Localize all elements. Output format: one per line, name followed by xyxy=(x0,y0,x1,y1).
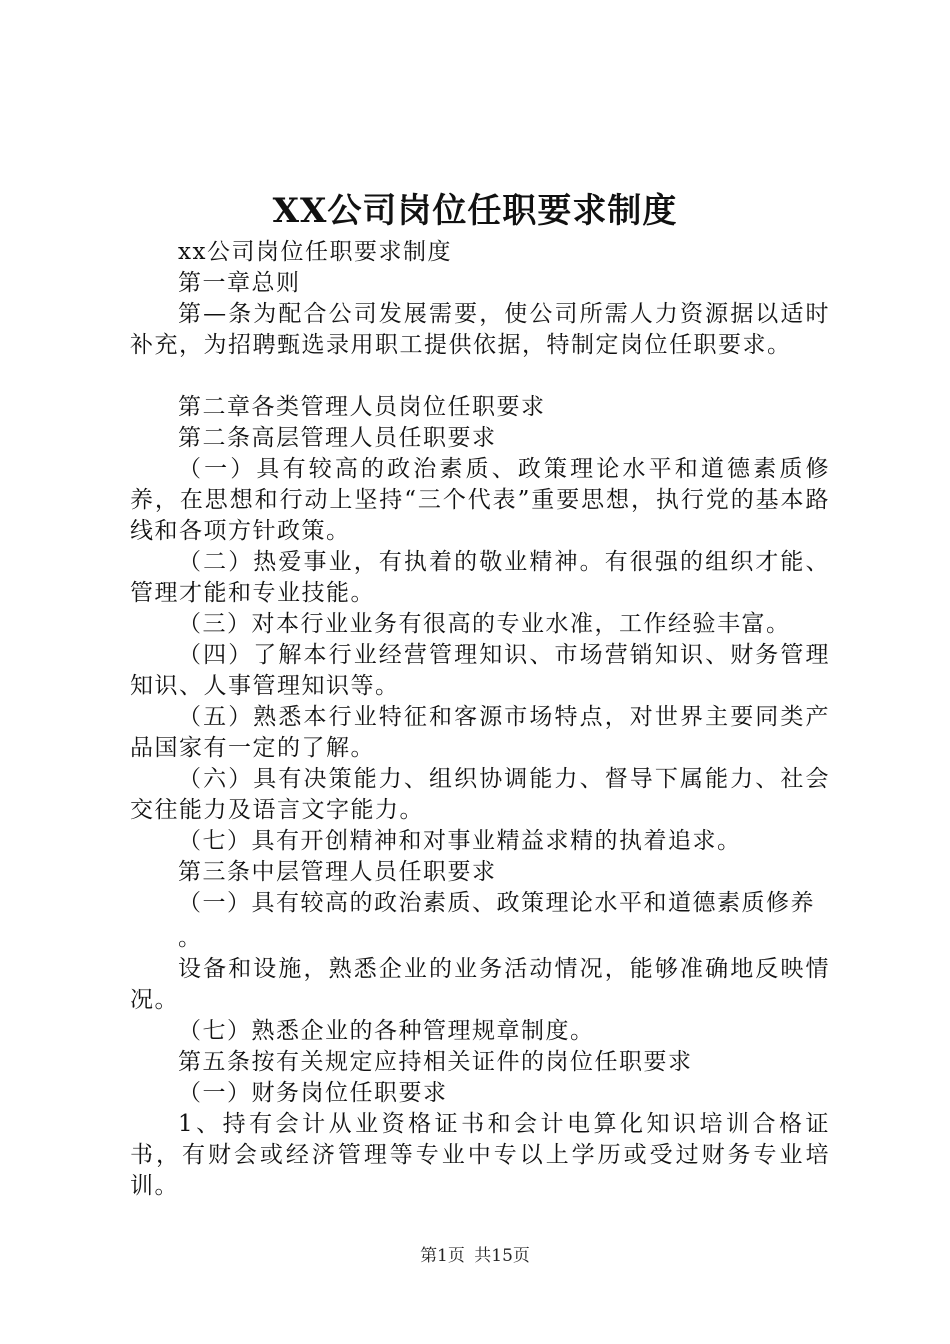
list-paragraph: （二）热爱事业，有执着的敬业精神。有很强的组织才能、管理才能和专业技能。 xyxy=(130,549,830,606)
page-number: 第1页 xyxy=(420,1246,465,1266)
page-footer xyxy=(0,1241,950,1266)
list-paragraph: （五）熟悉本行业特征和客源市场特点，对世界主要同类产品国家有一定的了解。 xyxy=(130,704,830,761)
body-paragraph: 设备和设施，熟悉企业的业务活动情况，能够准确地反映情况。 xyxy=(130,956,830,1013)
document-title: XX公司岗位任职要求制度 xyxy=(272,191,678,231)
chapter-heading: 第二章各类管理人员岗位任职要求 xyxy=(178,394,546,420)
list-paragraph: （一）具有较高的政治素质、政策理论水平和道德素质修养 xyxy=(178,890,815,916)
list-paragraph: （七）具有开创精神和对事业精益求精的执着追求。 xyxy=(178,828,742,854)
list-paragraph: （六）具有决策能力、组织协调能力、督导下属能力、社会交往能力及语言文字能力。 xyxy=(130,766,830,823)
paragraph-spacer xyxy=(130,361,830,392)
punctuation-line: 。 xyxy=(178,925,203,951)
list-paragraph: （一）财务岗位任职要求 xyxy=(178,1080,448,1106)
list-paragraph: （一）具有较高的政治素质、政策理论水平和道德素质修养，在思想和行动上坚持“三个代表”重要思想，执行党的基本路线和各项方针政策。 xyxy=(130,456,830,544)
list-paragraph: （四）了解本行业经营管理知识、市场营销知识、财务管理知识、人事管理知识等。 xyxy=(130,642,830,699)
paragraph-subtitle: xx公司岗位任职要求制度 xyxy=(178,239,452,265)
page-total: 共15页 xyxy=(474,1246,530,1266)
chapter-heading: 第一章总则 xyxy=(178,270,301,296)
list-paragraph: 1、持有会计从业资格证书和会计电算化知识培训合格证书，有财会或经济管理等专业中专以上学历或受过财务专业培训。 xyxy=(130,1111,830,1199)
document-body xyxy=(130,237,830,1202)
list-paragraph: （三）对本行业业务有很高的专业水准，工作经验丰富。 xyxy=(178,611,791,637)
article-heading: 第二条高层管理人员任职要求 xyxy=(178,425,497,451)
list-paragraph: （七）熟悉企业的各种管理规章制度。 xyxy=(178,1018,595,1044)
article-heading: 第五条按有关规定应持相关证件的岗位任职要求 xyxy=(178,1049,693,1075)
article-heading: 第三条中层管理人员任职要求 xyxy=(178,859,497,885)
article-paragraph: 第—条为配合公司发展需要，使公司所需人力资源据以适时补充，为招聘甄选录用职工提供依据，特制定岗位任职要求。 xyxy=(130,301,830,358)
